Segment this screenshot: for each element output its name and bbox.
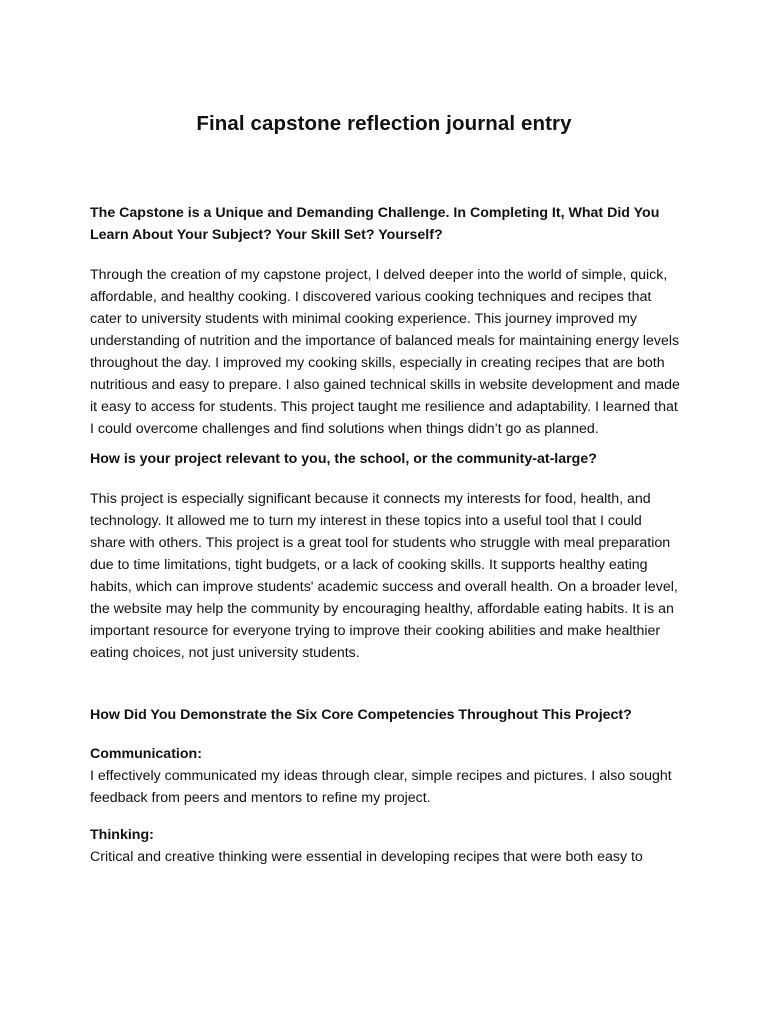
competency-heading: Communication: — [90, 746, 202, 762]
competency-text: I effectively communicated my ideas through clear, simple recipes and pictures. I also sought feedback from peers and mentors to refine my project. — [90, 768, 672, 806]
competency-thinking — [90, 824, 680, 868]
document-title: Final capstone reflection journal entry — [196, 112, 572, 135]
competency-heading: Thinking: — [90, 827, 154, 843]
section-answer-relevance: This project is especially significant because it connects my interests for food, health, and technology. It allowed me to turn my interest in these topics into a useful tool that I could share with others. This project is a great tool for students who struggle with meal preparation due to time limitations, tight budgets, or a lack of cooking skills. It supports healthy eating habits, which can improve students' academic success and overall health. On a broader level, the website may help the community by encouraging healthy, affordable eating habits. It is an important resource for everyone trying to improve their cooking abilities and make healthier eating choices, not just university students. — [90, 491, 678, 661]
section-question-competencies: How Did You Demonstrate the Six Core Competencies Throughout This Project? — [90, 707, 632, 723]
section-question-learning: The Capstone is a Unique and Demanding Challenge. In Completing It, What Did You Learn About Your Subject? Your Skill Set? Yourself? — [90, 205, 660, 243]
section-question-relevance: How is your project relevant to you, the school, or the community-at-large? — [90, 451, 597, 467]
document-body — [90, 202, 680, 883]
section-answer-learning: Through the creation of my capstone project, I delved deeper into the world of simple, quick, affordable, and healthy cooking. I discovered various cooking techniques and recipes that cater to university students with minimal cooking experience. This journey improved my understanding of nutrition and the importance of balanced meals for maintaining energy levels throughout the day. I improved my cooking skills, especially in creating recipes that are both nutritious and easy to prepare. I also gained technical skills in website development and made it easy to access for students. This project taught me resilience and adaptability. I learned that I could overcome challenges and find solutions when things didn’t go as planned. — [90, 267, 680, 437]
competency-communication — [90, 743, 680, 809]
competency-text: Critical and creative thinking were essential in developing recipes that were both easy to — [90, 849, 643, 865]
